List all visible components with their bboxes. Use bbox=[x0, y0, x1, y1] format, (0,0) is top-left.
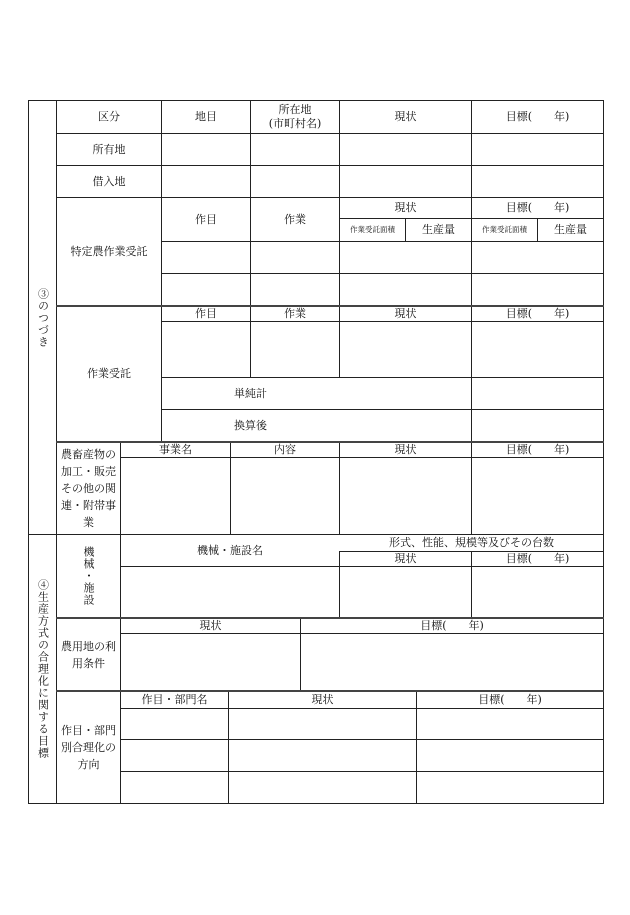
header-location-line1: 所在地 bbox=[278, 103, 312, 116]
header-location-line2: (市町村名) bbox=[268, 117, 322, 130]
section4-title: ④生産方式の合理化に関する目標 bbox=[36, 579, 50, 759]
row-owned-label: 所有地 bbox=[92, 142, 126, 156]
header-chimoku: 地目 bbox=[195, 110, 217, 123]
row-line bbox=[120, 708, 604, 709]
frame-right bbox=[603, 100, 604, 804]
tokutei-mokuhyo-output-header: 生産量 bbox=[554, 223, 587, 236]
col-line bbox=[120, 692, 121, 803]
direction-name-header: 作目・部門名 bbox=[141, 693, 208, 706]
tokutei-mokuhyo-area-header: 作業受託面積 bbox=[482, 225, 527, 234]
machinery-mokuhyo-header: 目標( 年) bbox=[505, 552, 570, 565]
header-mokuhyo: 目標( 年) bbox=[505, 110, 570, 123]
row-line bbox=[120, 739, 604, 740]
machinery-spec-header: 形式、性能、規模等及びその台数 bbox=[389, 536, 554, 549]
sagyo-sagyo-header: 作業 bbox=[284, 307, 306, 320]
land-use-genjo-header: 現状 bbox=[199, 619, 222, 632]
row-line bbox=[120, 633, 604, 634]
row-leased-label: 借入地 bbox=[92, 174, 126, 188]
frame-bottom bbox=[28, 803, 604, 804]
tokutei-mokuhyo-header: 目標( 年) bbox=[505, 201, 570, 214]
section3-title: ③のつづき bbox=[36, 287, 50, 348]
row-line bbox=[120, 457, 604, 458]
direction-label: 作目・部門別合理化の方向 bbox=[61, 724, 116, 771]
sagyo-simple-total-label: 単純計 bbox=[234, 386, 267, 400]
header-genjo: 現状 bbox=[394, 110, 417, 123]
tokutei-genjo-area-header: 作業受託面積 bbox=[350, 225, 395, 234]
sagyo-sakumoku-header: 作目 bbox=[195, 307, 217, 320]
row-line bbox=[161, 321, 604, 322]
tokutei-sakumoku-header: 作目 bbox=[195, 212, 217, 226]
header-kubun: 区分 bbox=[98, 110, 120, 123]
row-line bbox=[161, 273, 604, 274]
row-tokutei-label: 特定農作業受託 bbox=[70, 244, 148, 258]
direction-genjo-header: 現状 bbox=[311, 693, 334, 706]
land-use-label: 農用地の利用条件 bbox=[61, 639, 116, 670]
row-line bbox=[161, 241, 604, 242]
machinery-name-header: 機械・施設名 bbox=[197, 543, 263, 557]
row-line bbox=[120, 566, 604, 567]
col-line bbox=[471, 307, 472, 441]
processing-jigyomei-header: 事業名 bbox=[159, 443, 192, 456]
sagyo-converted-total-label: 換算後 bbox=[234, 418, 267, 432]
col-line bbox=[228, 692, 229, 803]
sagyo-genjo-header: 現状 bbox=[394, 307, 417, 320]
processing-mokuhyo-header: 目標( 年) bbox=[505, 443, 570, 456]
col-line bbox=[416, 692, 417, 803]
machinery-label: 機械・施設 bbox=[82, 546, 95, 606]
row-sagyo-jutaku-label: 作業受託 bbox=[87, 367, 131, 380]
tokutei-sagyo-header: 作業 bbox=[284, 212, 306, 226]
processing-naiyo-header: 内容 bbox=[274, 443, 296, 456]
processing-genjo-header: 現状 bbox=[394, 443, 417, 456]
header-location bbox=[251, 101, 339, 133]
land-use-mokuhyo-header: 目標( 年) bbox=[420, 619, 484, 632]
tokutei-genjo-output-header: 生産量 bbox=[422, 223, 455, 236]
direction-mokuhyo-header: 目標( 年) bbox=[478, 693, 542, 706]
tokutei-genjo-header: 現状 bbox=[394, 201, 417, 214]
sagyo-mokuhyo-header: 目標( 年) bbox=[505, 307, 570, 320]
machinery-genjo-header: 現状 bbox=[394, 552, 417, 565]
row-line bbox=[120, 771, 604, 772]
row-processing-label: 農畜産物の加工・販売その他の関連・附帯事業 bbox=[61, 448, 116, 529]
